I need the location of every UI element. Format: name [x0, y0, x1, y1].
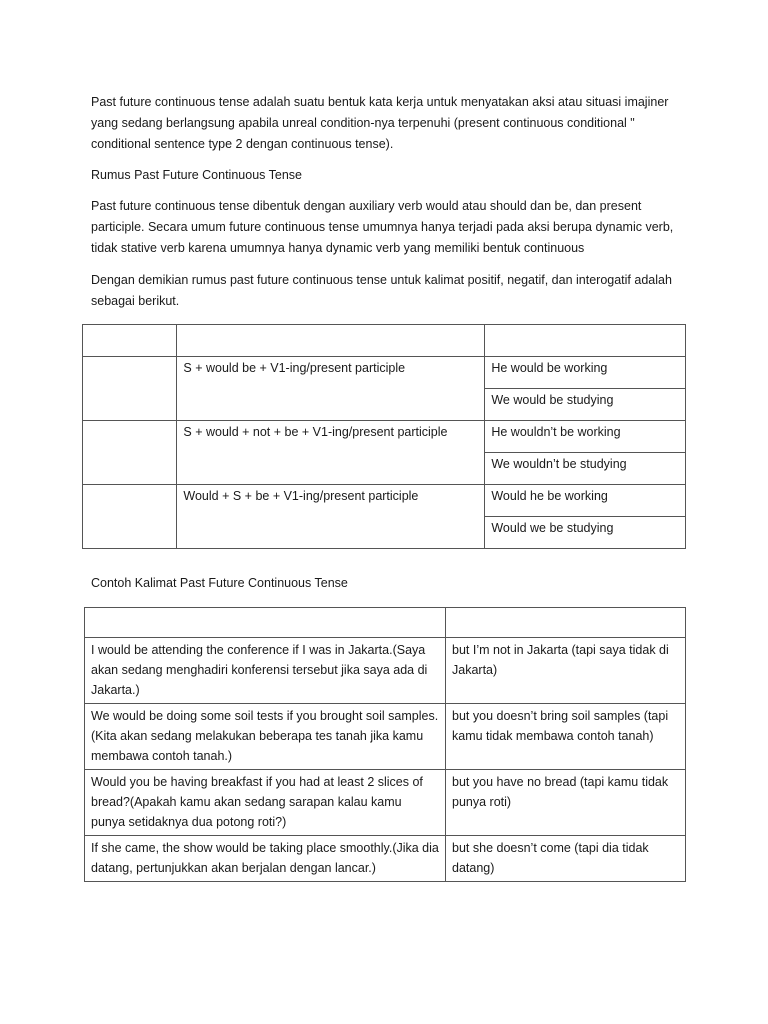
table-cell — [85, 608, 446, 638]
formula-intro-paragraph: Dengan demikian rumus past future continuous tense untuk kalimat positif, negatif, dan interogatif adalah sebagai berikut. — [91, 273, 672, 308]
sentence-cell: If she came, the show would be taking place smoothly.(Jika dia datang, pertunjukkan akan berjalan dengan lancar.) — [85, 836, 446, 882]
table-row — [85, 770, 686, 836]
table-cell — [83, 357, 177, 421]
sentence-cell: We would be doing some soil tests if you brought soil samples.(Kita akan sedang melakukan beberapa tes tanah jika kamu membawa contoh tanah.) — [85, 704, 446, 770]
table-cell — [83, 485, 177, 549]
examples-heading: Contoh Kalimat Past Future Continuous Tense — [91, 576, 348, 590]
fact-cell: but she doesn’t come (tapi dia tidak datang) — [446, 836, 686, 882]
table-row — [85, 836, 686, 882]
sentence-cell: I would be attending the conference if I was in Jakarta.(Saya akan sedang menghadiri konferensi tersebut jika saya ada di Jakarta.) — [85, 638, 446, 704]
example-cell: Would we be studying — [485, 517, 686, 549]
table-row — [83, 357, 686, 389]
formula-table — [82, 324, 686, 549]
definition-paragraph: Past future continuous tense adalah suatu bentuk kata kerja untuk menyatakan aksi atau situasi imajiner yang sedang berlangsung apabila unreal condition-nya terpenuhi (present continuous conditional " conditional sentence type 2 dengan continuous tense). — [91, 95, 669, 151]
table-row — [83, 485, 686, 517]
formula-cell: Would + S + be + V1-ing/present participle — [177, 485, 485, 549]
table-row — [85, 704, 686, 770]
table-cell — [446, 608, 686, 638]
formula-cell: S + would + not + be + V1-ing/present participle — [177, 421, 485, 485]
formula-table-header-row — [83, 325, 686, 357]
formula-cell: S + would be + V1-ing/present participle — [177, 357, 485, 421]
formula-heading: Rumus Past Future Continuous Tense — [91, 168, 302, 182]
example-cell: He would be working — [485, 357, 686, 389]
table-cell — [83, 421, 177, 485]
table-row — [85, 638, 686, 704]
table-cell — [485, 325, 686, 357]
table-cell — [177, 325, 485, 357]
table-cell — [83, 325, 177, 357]
fact-cell: but you doesn’t bring soil samples (tapi kamu tidak membawa contoh tanah) — [446, 704, 686, 770]
example-cell: Would he be working — [485, 485, 686, 517]
example-cell: We would be studying — [485, 389, 686, 421]
examples-table-header-row — [85, 608, 686, 638]
example-cell: We wouldn’t be studying — [485, 453, 686, 485]
table-row — [83, 421, 686, 453]
sentence-cell: Would you be having breakfast if you had at least 2 slices of bread?(Apakah kamu akan sedang sarapan kalau kamu punya setidaknya dua potong roti?) — [85, 770, 446, 836]
examples-table — [84, 607, 686, 882]
fact-cell: but I’m not in Jakarta (tapi saya tidak di Jakarta) — [446, 638, 686, 704]
example-cell: He wouldn’t be working — [485, 421, 686, 453]
formula-explanation-paragraph: Past future continuous tense dibentuk dengan auxiliary verb would atau should dan be, dan present participle. Secara umum future continuous tense umumnya hanya terjadi pada aksi berupa dynamic verb, tidak stative verb karena umumnya hanya dynamic verb yang memiliki bentuk continuous — [91, 199, 674, 255]
fact-cell: but you have no bread (tapi kamu tidak punya roti) — [446, 770, 686, 836]
